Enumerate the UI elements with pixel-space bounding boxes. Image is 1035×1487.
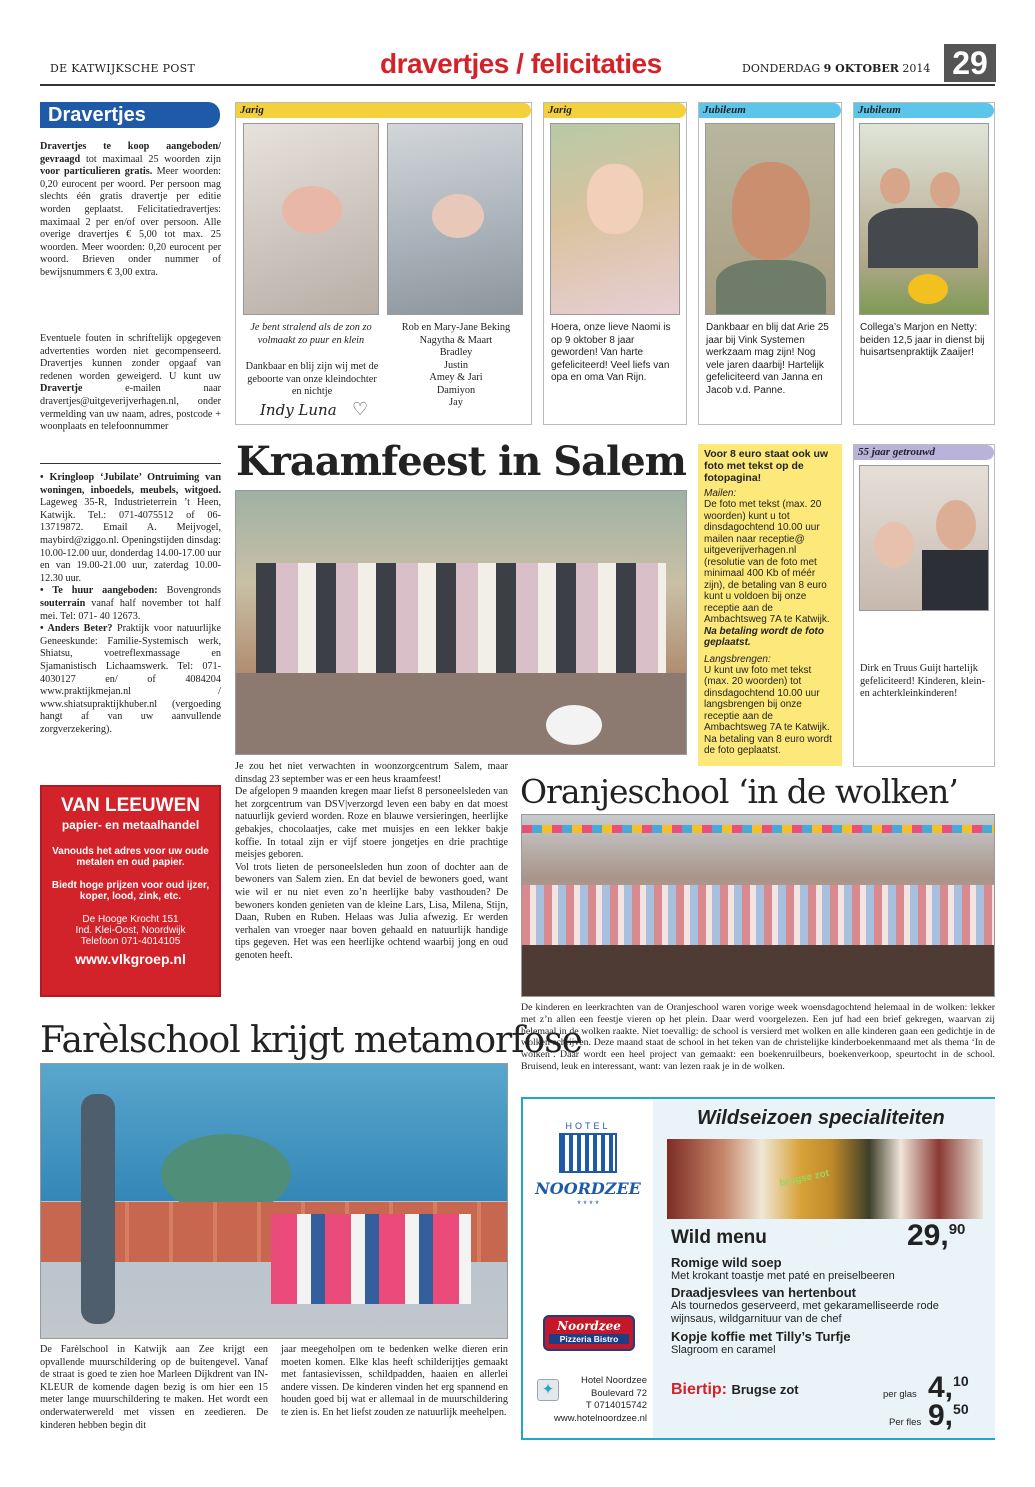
ad-menu-panel xyxy=(653,1099,995,1438)
van-leeuwen-ad xyxy=(40,785,221,997)
glass-price: 4,10 xyxy=(928,1371,969,1404)
felicitatie-naomi xyxy=(543,102,687,425)
hotel-address: Hotel Noordzee Boulevard 72 T 0714015742 www.hotelnoordzee.nl xyxy=(554,1375,647,1424)
felicitatie-marjon-netty xyxy=(853,102,995,425)
kraamfeest-article: Je zou het niet verwachten in woonzorgcentrum Salem, maar dinsdag 23 september was er een heus kraamfeest! De afgelopen 9 maanden kregen maar liefst 8 personeelsleden van het zorgcentrum van DSV|verzorgd leven een baby en dat moest natuurlijk gevierd worden. Roze en blauwe versieringen, heerlijke gebakjes, chocolaatjes, cake met muisjes en een lekker bakje koffie. In totaal zijn er vijf stoere jongetjes en drie prachtige meisjes geboren. Vol trots lieten de personeelsleden hun zoon of dochter aan de bewoners van Salem zien. En dat beviel de bewoners goed, want wie wil er nu niet even zo’n heerlijke baby vasthouden? De bewoners konden genieten van de kleine Lars, Lisa, Milena, Stijn, Daan, Ruben en Ruben. Helaas was Julia afwezig. Er werden verhalen van vroeger naar boven gehaald en natuurlijk handige tips gegeven. Het was een heerlijke ochtend waarbij jong en oud genoten heeft. xyxy=(235,761,508,961)
family-names: Rob en Mary-Jane Beking Nagytha & Maart Bradley Justin Amey & Jari Damiyon Jay xyxy=(401,322,511,408)
dravertjes-intro: Dravertjes te koop aangeboden/ gevraagd tot maximaal 25 woorden zijn voor particulieren gratis. Meer woorden: 0,20 eurocent per woord. Per persoon mag slechts één gratis dravertje per editie worden geplaatst. Felicitatiedravertjes: maximaal 2 per en/of over persoon. Alle overige dravertjes € 5,00 tot max. 25 woorden. Meer woorden: 0,20 eurocent per woord. Brieven onder nummer of bewijsnummers € 3,00 extra. xyxy=(40,141,221,278)
menu-price: 29,90 xyxy=(907,1219,966,1252)
felicitatie-label: Jarig xyxy=(236,103,531,118)
dravertjes-terms: Eventuele fouten in schriftelijk opgegeven advertenties worden niet gecompenseerd. Dravertjes kunnen zonder opgaaf van redenen worden geweigerd. U kunt uw Dravertje e-mailen naar dravertjes@uitgeverijverhagen.nl, onder vermelding van uw naam, adres, postcode + woonplaats en telefoonnummer xyxy=(40,333,221,433)
mailen-heading: Mailen: xyxy=(704,488,737,499)
mailen-text: De foto met tekst (max. 20 woorden) kunt u tot dinsdagochtend 10.00 uur mailen naar receptie@ uitgeverijverhagen.nl (resolutie van de foto met minimaal 400 Kb of méér zijn), de betaling van 8 euro kunt u voldoen bij onze receptie aan de Ambachtsweg 7A te Katwijk. xyxy=(704,499,830,625)
classified-ads: • Kringloop ‘Jubilate’ Ontruiming van woningen, inboedels, meubels, witgoed. Lageweg 35-R, Industrieterrein ’t Heen, Katwijk. Tel.: 071-4075512 of 06-13719872. Email A. Meijvogel, maybird@ziggo.nl. Openingstijden dinsdag: 10.00-12.00 uur, donderdag 14.00-17.00 uur en van 19.00-21.00 uur, zaterdag 10.00-12.30 uur. • Te huur aangeboden: Bovengronds souterrain vanaf half november tot half mei. Tel: 071- 40 12673. • Anders Beter? Praktijk voor natuurlijke Geneeskunde: Familie-Systemisch werk, Shiatsu, voetreflexmassage en Sjamanistisch Lichaamswerk. Tel: 071-4030127 en/ of 4084204 www.praktijkmejan.nl / www.shiatsupraktijkhuber.nl (vergoeding hangt af van uw aanvullende zorgverzekering). xyxy=(40,472,221,735)
arie-photo xyxy=(705,123,835,315)
signature-name: Indy Luna xyxy=(260,401,337,419)
felicitatie-label: 55 jaar getrouwd xyxy=(854,445,994,460)
fotopagina-title: Voor 8 euro staat ook uw foto met tekst op de fotopagina! xyxy=(704,448,829,484)
felicitatie-text: Hoera, onze lieve Naomi is op 9 oktober 8 jaar geworden! Van harte gefeliciteerd! Veel liefs van opa en oma Van Rijn. xyxy=(551,322,671,383)
beer-glass-label: brugse zot xyxy=(778,1167,831,1190)
brengen-text: U kunt uw foto met tekst (max. 20 woorden) tot dinsdagochtend 10.00 uur langsbrengen bij onze receptie aan de Ambachtsweg 7A te Katwijk. Na betaling van 8 euro wordt de foto geplaatst. xyxy=(704,664,832,756)
header-rule xyxy=(40,84,995,86)
poem-caption: Je bent stralend als de zon zo volmaakt zo puur en klein xyxy=(250,322,372,346)
ad-phone: Telefoon 071-4014105 xyxy=(80,936,181,947)
hotel-stars: * * * * xyxy=(577,1199,599,1209)
felicitatie-text: Dirk en Truus Guijt hartelijk gefeliciteerd! Kinderen, klein- en achterkleinkinderen! xyxy=(860,663,985,699)
ad-headline: Wildseizoen specialiteiten xyxy=(697,1107,945,1129)
baby-photo-1 xyxy=(243,123,379,315)
divider xyxy=(40,463,221,464)
oranjeschool-photo xyxy=(521,814,995,997)
dravertjes-title: Dravertjes xyxy=(40,102,220,128)
hotel-building-icon xyxy=(559,1133,617,1173)
ad-address-2: Ind. Klei-Oost, Noordwijk xyxy=(75,925,186,936)
couple-photo xyxy=(859,465,989,611)
baby-photo-2 xyxy=(387,123,523,315)
brengen-heading: Langsbrengen: xyxy=(704,653,771,665)
food-and-beer-photo xyxy=(667,1139,983,1219)
oranjeschool-headline: Oranjeschool ‘in de wolken’ xyxy=(520,772,958,811)
farelschool-headline: Farèlschool krijgt metamorfose xyxy=(40,1020,582,1061)
oranjeschool-article: De kinderen en leerkrachten van de Oranjeschool waren vorige week woensdagochtend helemaal in de wolken: lekker met z’n allen een feestje vieren op het plein. Daar werd voorgelezen. Een juf had een brief gekregen, waarvan zij helemaal in de wolken raakte. Niet toevallig: de school is versierd met wolken en alle kinderen gaan een gedichtje in de wolken schrijven. Deze maand staat de school in het teken van de christelijke kinderboekenmaand met als thema ‘In de wolken’. Daar wordt een heel project van gemaakt: een boekenruilbeurs, boekenverkoop, speurtocht in de school. Bruisend, leuk en interessant, want: van lezen raak je in de wolken. xyxy=(521,1002,995,1072)
felicitatie-text: Dankbaar en blij zijn wij met de geboorte van onze kleindochter en nichtje xyxy=(245,361,379,397)
paper-name: DE KATWIJKSCHE POST xyxy=(50,62,196,75)
hotel-label: HOTEL xyxy=(565,1121,611,1131)
mailen-note: Na betaling wordt de foto geplaatst. xyxy=(704,625,824,648)
farelschool-col-1: De Farèlschool in Katwijk aan Zee krijgt een opvallende muurschildering op de buitengevel. Vanaf de straat is goed te zien hoe Marleen Dijkdrent van IN-KLEUR de komende dagen bezig is om hier een 15 meter lange muurschildering te maken. Het wordt een onderwaterwereld met vissen en zeedieren. De kinderen hebben begin dit xyxy=(40,1344,268,1431)
hotel-name: NOORDZEE xyxy=(535,1179,641,1198)
bottle-price: 9,50 xyxy=(928,1399,969,1432)
section-title: dravertjes / felicitaties xyxy=(380,48,662,79)
fotopagina-info xyxy=(698,444,842,766)
felicitatie-label: Jubileum xyxy=(854,103,994,118)
pizzeria-name: Noordzee xyxy=(557,1319,621,1333)
pizzeria-logo xyxy=(543,1315,635,1351)
page-number: 29 xyxy=(944,44,996,82)
felicitatie-guijt xyxy=(853,444,995,767)
beer-tip: Biertip: Brugse zot xyxy=(671,1381,799,1398)
colleagues-photo xyxy=(859,123,989,315)
menu-title: Wild menu xyxy=(671,1227,767,1248)
hotel-noordzee-ad xyxy=(521,1097,995,1440)
ad-website[interactable]: www.vlkgroep.nl xyxy=(75,951,186,967)
felicitatie-indy xyxy=(235,102,532,425)
ad-subtitle: papier- en metaalhandel xyxy=(61,818,200,832)
felicitatie-label: Jarig xyxy=(544,103,686,118)
menu-courses: Romige wild soep Met krokant toastje met paté en preiselbeeren Draadjesvlees van hertenbout Als tournedos geserveerd, met gekaramelliseerde rode wijnsaus, wildgarnituur van de chef Kopje koffie met Tilly’s Turfje Slagroom en caramel xyxy=(671,1255,939,1356)
twitter-icon[interactable]: ✦ xyxy=(537,1379,559,1401)
ad-line-2: Biedt hoge prijzen voor oud ijzer, koper, lood, zink, etc. xyxy=(51,880,210,902)
felicitatie-arie xyxy=(698,102,842,425)
farelschool-photo xyxy=(40,1063,508,1339)
naomi-photo xyxy=(550,123,680,315)
kraamfeest-photo xyxy=(235,490,687,755)
felicitatie-label: Jubileum xyxy=(699,103,841,118)
felicitatie-text: Dankbaar en blij dat Arie 25 jaar bij Vink Systemen werkzaam mag zijn! Nog vele jaren daarbij! Hartelijk gefeliciteerd van Janna en Jacob v.d. Panne. xyxy=(706,322,829,396)
ad-company-name: VAN LEEUWEN xyxy=(61,795,200,816)
ad-line-1: Vanouds het adres voor uw oude metalen en oud papier. xyxy=(52,846,209,868)
pizzeria-sub: Pizzeria Bistro xyxy=(549,1334,629,1344)
bottle-label: Per fles xyxy=(889,1417,922,1428)
farelschool-col-2: jaar meegeholpen om te bedenken welke dieren erin moeten komen. Elke klas heeft schilderijtjes gemaakt met fantasievissen, schildpadden, haaien en allerlei andere vissen. De kinderen vinden het erg spannend en houden goed bij wat er allemaal in de muurschildering te zien is. En het liefst zouden ze natuurlijk meehelpen. xyxy=(281,1344,508,1418)
heart-icon: ♡ xyxy=(352,399,369,419)
ad-address-1: De Hooge Krocht 151 xyxy=(82,914,179,925)
ad-left-panel xyxy=(523,1099,653,1438)
glass-label: per glas xyxy=(883,1389,917,1400)
issue-date: DONDERDAG 9 OKTOBER 2014 xyxy=(742,62,931,75)
kraamfeest-headline: Kraamfeest in Salem xyxy=(236,438,687,485)
felicitatie-text: Collega’s Marjon en Netty: beiden 12,5 jaar in dienst bij huisartsenpraktijk Zaaijer! xyxy=(860,322,985,358)
